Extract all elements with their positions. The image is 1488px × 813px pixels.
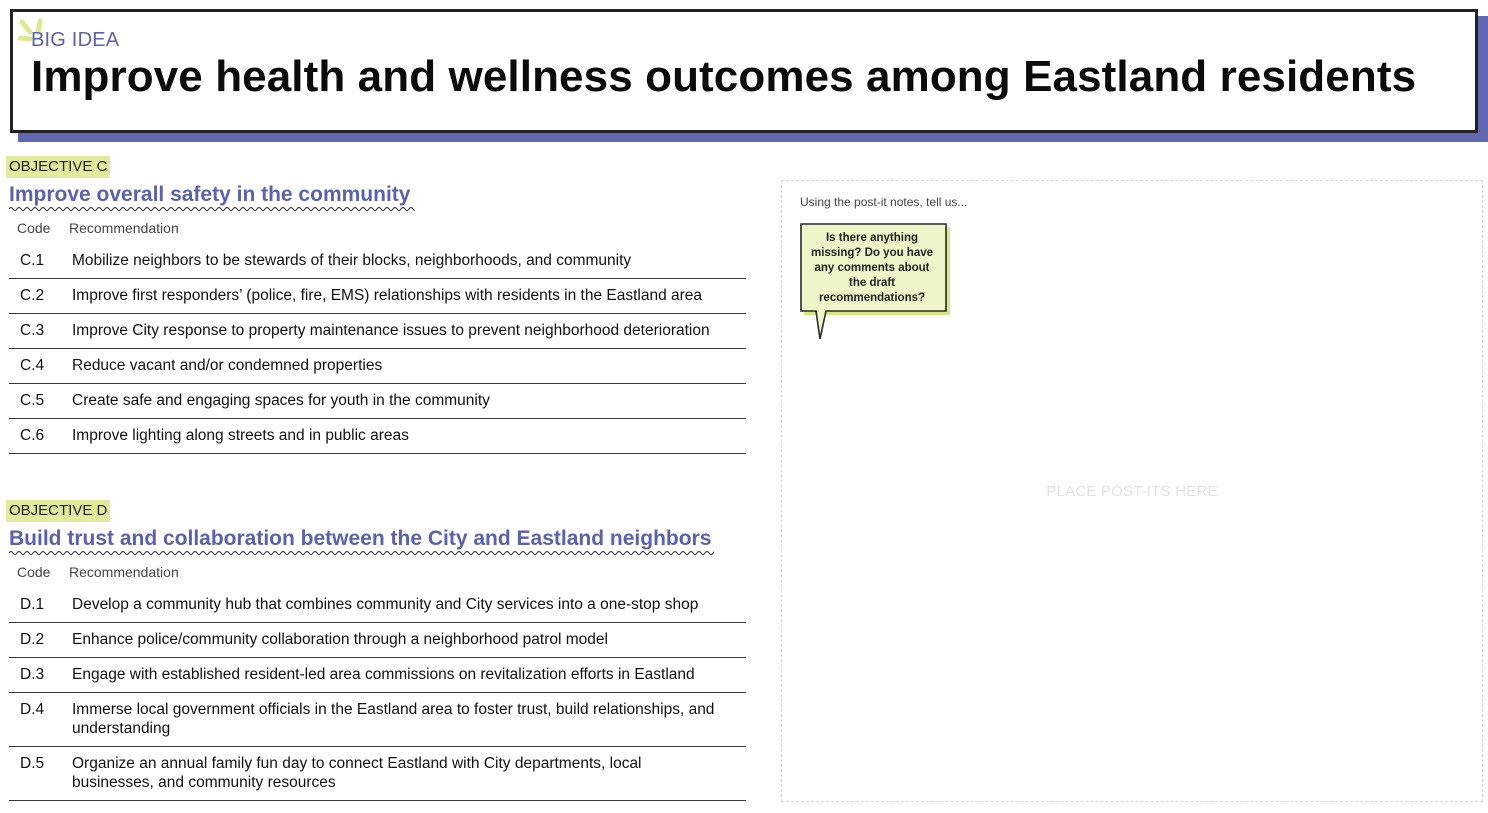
recommendation-text: Organize an annual family fun day to connect Eastland with City departments, local businesses, and community resources (72, 755, 642, 791)
big-idea-title: Improve health and wellness outcomes among Eastland residents (31, 52, 1417, 101)
recommendation-text: Engage with established resident-led area commissions on revitalization efforts in Eastland (72, 666, 695, 683)
recommendation-list (9, 244, 746, 454)
recommendation-text: Improve lighting along streets and in public areas (72, 427, 409, 444)
recommendation-code: C.2 (20, 287, 45, 304)
recommendation-row (9, 588, 746, 623)
recommendation-text: Immerse local government officials in the Eastland area to foster trust, build relationships, and understanding (72, 701, 715, 737)
question-bubble (800, 223, 952, 343)
column-headers (6, 562, 746, 582)
recommendation-column-header: Recommendation (69, 564, 179, 580)
objective-c-badge: OBJECTIVE C (6, 156, 110, 178)
recommendation-code: C.1 (20, 252, 45, 269)
postit-placeholder: PLACE POST-ITS HERE (1046, 483, 1218, 500)
recommendation-text: Develop a community hub that combines community and City services into a one-stop shop (72, 596, 699, 613)
recommendation-text: Mobilize neighbors to be stewards of their blocks, neighborhoods, and community (72, 252, 632, 269)
recommendation-column-header: Recommendation (69, 220, 179, 236)
recommendation-row (9, 623, 746, 658)
question-text: Is there anything missing? Do you have any comments about the draft recommendations? (810, 232, 934, 304)
recommendation-row (9, 419, 746, 454)
objective-c-title: Improve overall safety in the community (9, 183, 411, 206)
recommendation-code: C.3 (20, 322, 45, 339)
objective-c-section (6, 156, 746, 454)
big-idea-label: BIG IDEA (31, 29, 120, 51)
recommendation-code: D.1 (20, 596, 45, 613)
objective-d-title: Build trust and collaboration between the City and Eastland neighbors (9, 527, 712, 550)
recommendation-row (9, 384, 746, 419)
code-column-header: Code (17, 220, 51, 236)
postit-drop-area[interactable] (781, 180, 1483, 802)
recommendation-code: D.3 (20, 666, 45, 683)
recommendation-text: Improve City response to property maintenance issues to prevent neighborhood deterioration (72, 322, 710, 339)
postit-instruction: Using the post-it notes, tell us... (800, 195, 968, 209)
recommendation-code: D.4 (20, 701, 45, 718)
recommendation-text: Reduce vacant and/or condemned properties (72, 357, 383, 374)
recommendation-code: C.6 (20, 427, 45, 444)
recommendation-code: D.5 (20, 755, 45, 772)
recommendation-row (9, 314, 746, 349)
recommendation-code: C.5 (20, 392, 45, 409)
recommendation-row (9, 747, 746, 801)
recommendation-row (9, 658, 746, 693)
recommendation-row (9, 693, 746, 747)
objective-d-badge: OBJECTIVE D (6, 500, 110, 522)
column-headers (6, 218, 746, 238)
code-column-header: Code (17, 564, 51, 580)
recommendation-code: C.4 (20, 357, 45, 374)
recommendation-row (9, 279, 746, 314)
recommendation-list (9, 588, 746, 801)
recommendation-row (9, 244, 746, 279)
recommendation-text: Create safe and engaging spaces for youth in the community (72, 392, 490, 409)
objective-d-section (6, 500, 746, 801)
recommendation-code: D.2 (20, 631, 45, 648)
recommendation-text: Improve first responders’ (police, fire, EMS) relationships with residents in the Eastland area (72, 287, 703, 304)
recommendation-text: Enhance police/community collaboration through a neighborhood patrol model (72, 631, 608, 648)
recommendation-row (9, 349, 746, 384)
